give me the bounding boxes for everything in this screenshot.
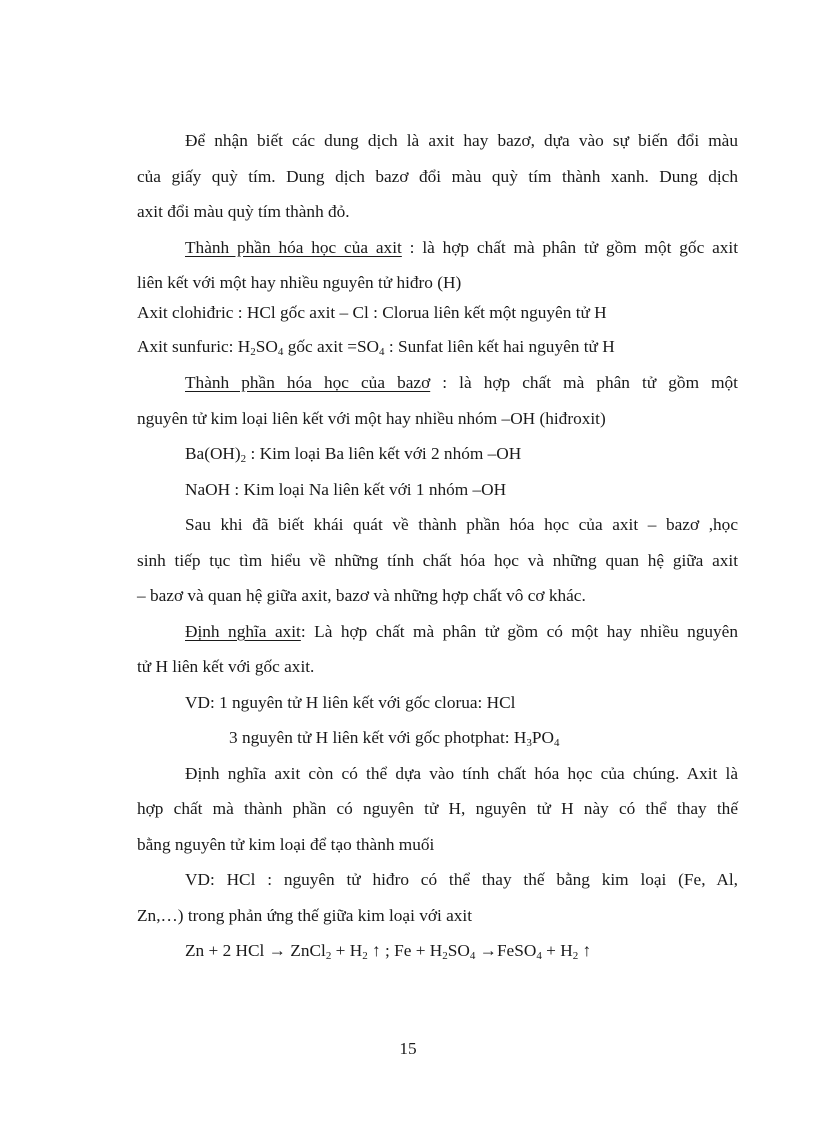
example-hcl-line: VD: 1 nguyên tử H liên kết với gốc clorua: HCl	[185, 693, 516, 712]
acid-composition-heading: Thành phần hóa học của axit	[185, 238, 402, 257]
paragraph-4-line-2: sinh tiếp tục tìm hiểu về những tính chất hóa học và những quan hệ giữa axit	[137, 551, 738, 570]
paragraph-7-line-1: VD: HCl : nguyên tử hiđro có thể thay thế bằng kim loại (Fe, Al,	[185, 870, 738, 889]
paragraph-1-line-1: Để nhận biết các dung dịch là axit hay bazơ, dựa vào sự biến đổi màu	[185, 131, 738, 150]
paragraph-1-line-2: của giấy quỳ tím. Dung dịch bazơ đổi màu quỳ tím thành xanh. Dung dịch	[137, 167, 738, 186]
base-composition-text: : là hợp chất mà phân tử gồm một	[430, 373, 738, 392]
acid-h2so4-line: Axit sunfuric: $H_2SO_4$ gốc axit $=SO_4$ : Sunfat liên kết hai nguyên tử H	[137, 337, 615, 358]
reaction-equation: Zn + 2 HCl → ZnCl$_2$ + $H_2$ ↑ ; $Fe + H_2SO_4$ →FeSO$_4$ + $H_2$ ↑	[185, 941, 592, 962]
acid-definition-text: : Là hợp chất mà phân tử gồm có một hay nhiều nguyên	[300, 622, 738, 641]
paragraph-6-line-3: bằng nguyên tử kim loại để tạo thành muối	[137, 835, 435, 854]
acid-hcl-line: Axit clohiđric : HCl gốc axit – Cl : Clorua liên kết một nguyên tử H	[137, 303, 607, 322]
acid-composition-text: : là hợp chất mà phân tử gồm một gốc axit	[401, 238, 739, 257]
base-composition-heading: Thành phần hóa học của bazơ	[185, 373, 431, 392]
paragraph-4-line-3: – bazơ và quan hệ giữa axit, bazơ và những hợp chất vô cơ khác.	[137, 586, 586, 605]
paragraph-2-line-2: liên kết với một hay nhiều nguyên tử hiđro (H)	[137, 273, 462, 292]
paragraph-1-line-3: axit đổi màu quỳ tím thành đỏ.	[137, 202, 350, 221]
paragraph-6-line-2: hợp chất mà thành phần có nguyên tử H, nguyên tử H này có thể thay thế	[137, 799, 738, 818]
paragraph-6-line-1: Định nghĩa axit còn có thể dựa vào tính chất hóa học của chúng. Axit là	[185, 764, 738, 783]
paragraph-3-line-1	[185, 372, 738, 394]
paragraph-5-line-2: tử H liên kết với gốc axit.	[137, 657, 315, 676]
acid-definition-heading: Định nghĩa axit	[185, 622, 301, 641]
example-h3po4-line: 3 nguyên tử H liên kết với gốc photphat: $H_3PO_4$	[229, 728, 560, 749]
paragraph-7-line-2: Zn,…) trong phản ứng thế giữa kim loại với axit	[137, 906, 473, 925]
base-baoh2-line: $Ba(OH)_2$ : Kim loại Ba liên kết với 2 nhóm –OH	[185, 444, 522, 465]
paragraph-4-line-1: Sau khi đã biết khái quát về thành phần hóa học của axit – bazơ ,học	[185, 515, 738, 534]
paragraph-5-line-1	[185, 621, 738, 643]
paragraph-2-line-1	[185, 237, 738, 259]
page-number: 15	[399, 1039, 417, 1058]
paragraph-3-line-2: nguyên tử kim loại liên kết với một hay nhiều nhóm –OH (hiđroxit)	[137, 409, 606, 428]
base-naoh-line: NaOH : Kim loại Na liên kết với 1 nhóm –OH	[185, 480, 507, 499]
